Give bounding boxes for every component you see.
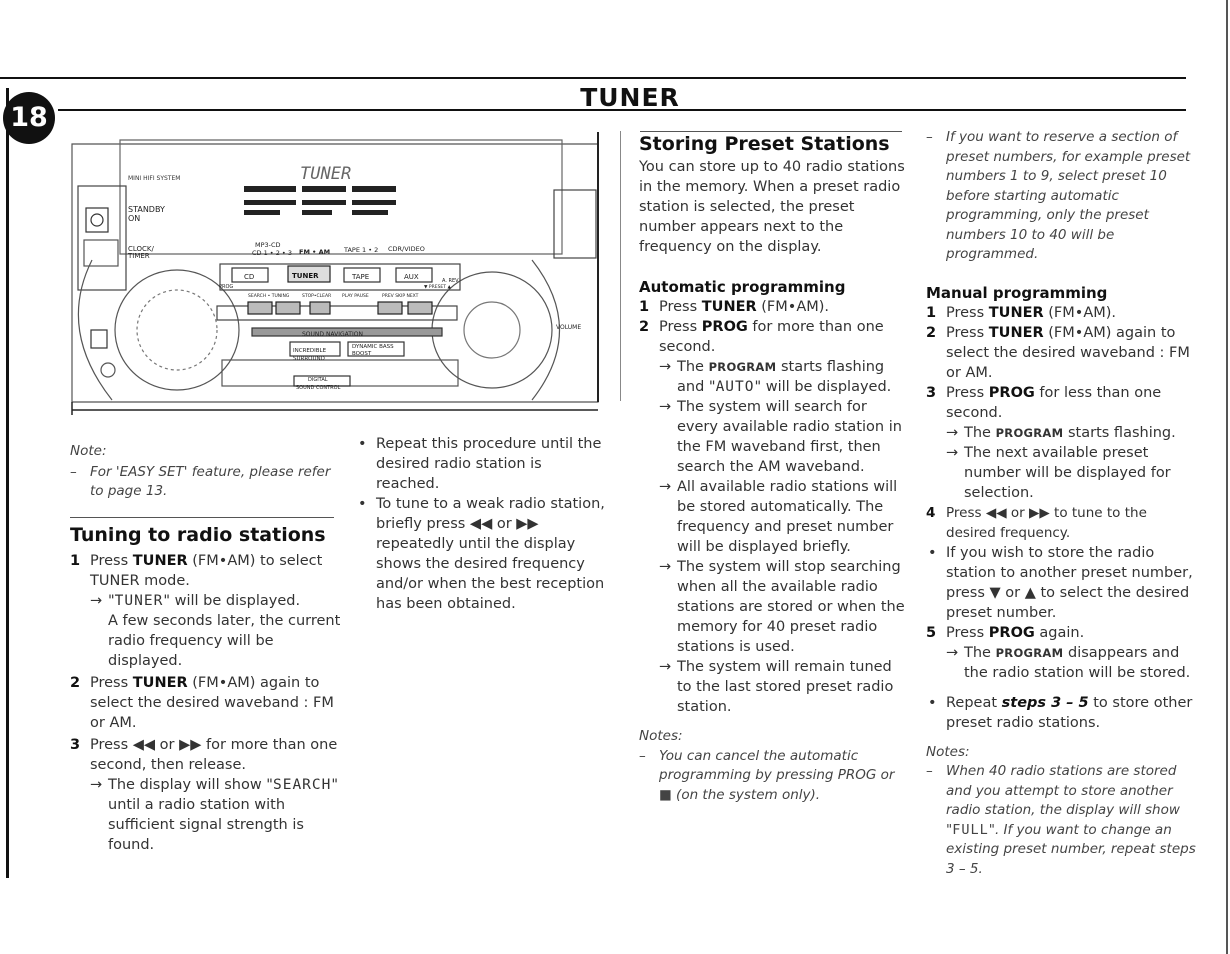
auto-step-2	[639, 317, 907, 357]
bullet-dot: •	[358, 436, 367, 452]
manual-step-5	[926, 623, 1196, 643]
auto-step-1	[639, 297, 907, 317]
bullet-text: To tune to a weak radio station, briefly press ◀◀ or ▶▶ repeatedly until the display shows the desired frequency and/or when the best reception has been obtained.	[376, 496, 605, 612]
dynamic-label: DYNAMIC BASS	[352, 344, 394, 350]
manual-bullet-preset	[926, 543, 1196, 623]
steps-reference: steps 3 – 5	[1001, 694, 1089, 711]
result-text: The system will remain tuned to the last stored preset radio station.	[677, 659, 894, 715]
step-text: Press	[90, 674, 133, 691]
program-indicator: PROGRAM	[708, 360, 777, 374]
manual-step-3-results	[926, 423, 1196, 503]
prog-key: PROG	[988, 624, 1035, 641]
auto-result-1	[659, 357, 907, 397]
step-text: (FM•AM) again to select the desired waveband : FM or AM.	[946, 324, 1190, 381]
auto-results	[639, 357, 907, 717]
arrow-icon: →	[90, 592, 103, 609]
mp3-label: MP3-CD	[255, 241, 281, 249]
result-text: disappears and the radio station will be stored.	[964, 644, 1191, 681]
auto-result-3	[659, 477, 907, 557]
bullet-dot: •	[928, 694, 937, 711]
step-number: 2	[926, 324, 937, 341]
step-text: Press ◀◀ or ▶▶ to tune to the desired frequency.	[946, 504, 1147, 541]
step-text: again.	[1034, 624, 1085, 641]
lcd-word: TUNER	[300, 164, 352, 184]
arrow-icon: →	[659, 659, 672, 675]
result-text: "	[108, 592, 115, 609]
arrow-icon: →	[659, 399, 672, 415]
prog-label: PROG	[219, 284, 234, 290]
bullet-text: to store other preset radio stations.	[946, 694, 1193, 731]
result-text: " until a radio station with sufficient signal strength is found.	[108, 776, 339, 853]
brand-label: MINI HIFI SYSTEM	[128, 175, 181, 182]
result-text: The	[964, 424, 996, 441]
step-text: Press	[946, 324, 989, 341]
manual-result-2	[946, 443, 1196, 503]
result-text: The	[964, 644, 996, 661]
lcd-text: AUTO	[715, 379, 755, 395]
tuning-heading: Tuning to radio stations	[70, 523, 326, 546]
page-title: TUNER	[580, 83, 680, 112]
step-text: Press	[90, 552, 133, 569]
sound-nav-label: SOUND NAVIGATION	[302, 331, 363, 338]
tuning-step-1-result	[70, 591, 342, 671]
column-1	[70, 442, 342, 855]
lcd-text: FULL	[952, 821, 989, 838]
step-text: Press	[946, 304, 989, 321]
notes-label: Notes:	[639, 728, 683, 744]
result-text: The	[677, 359, 709, 375]
btn-tuner-label: TUNER	[292, 272, 319, 280]
bullet-text: Repeat	[946, 694, 1002, 711]
manual-heading: Manual programming	[926, 283, 1108, 302]
step-number: 2	[639, 319, 650, 335]
step-number: 4	[926, 504, 936, 521]
step-text: (FM•AM).	[756, 299, 830, 315]
stop-label: STOP•CLEAR	[302, 294, 332, 299]
program-indicator: PROGRAM	[995, 645, 1064, 660]
easy-set-note-text: For 'EASY SET' feature, please refer to page 13.	[90, 463, 331, 499]
column-3	[639, 134, 907, 805]
bullet-text: If you wish to store the radio station to another preset number, press ▼ or ▲ to select the desired preset number.	[946, 544, 1193, 621]
lcd-text: SEARCH	[272, 776, 332, 793]
step-number: 1	[926, 304, 937, 321]
result-text: " will be displayed.	[163, 592, 301, 609]
step-text: for less than one second.	[946, 384, 1162, 421]
note-text: When 40 radio stations are stored and you attempt to store another radio station, the display will show "	[946, 763, 1180, 838]
step-text: Press	[946, 624, 989, 641]
right-edge-rule	[1226, 0, 1228, 954]
hifi-system-drawing	[62, 130, 608, 415]
col3-left-rule	[620, 131, 621, 401]
reserve-note	[926, 128, 1196, 265]
clock-label: CLOCK/	[128, 245, 154, 253]
step-text: Press	[946, 384, 989, 401]
manual-step-4	[926, 503, 1196, 543]
note-text: If you want to reserve a section of preset numbers, for example preset numbers 1 to 9, select preset 10 before starting automatic programming, only the preset numbers 10 to 40 will be programmed.	[946, 129, 1191, 262]
btn-tape-label: TAPE	[352, 273, 370, 281]
result-text: The system will stop searching when all the available radio stations are stored or when the memory for 40 preset radio stations is used.	[677, 559, 905, 655]
tuner-key: TUNER	[132, 674, 188, 691]
tuning-step-1	[70, 551, 342, 591]
bullet-repeat	[356, 434, 606, 494]
step-number: 5	[926, 624, 937, 641]
result-text: starts flashing.	[1063, 424, 1176, 441]
tuning-step-2	[70, 673, 342, 733]
prog-key: PROG	[701, 319, 748, 335]
volume-label: VOLUME	[556, 324, 582, 331]
step-text: (FM•AM) to select TUNER mode.	[90, 552, 323, 589]
tape-label: TAPE 1 • 2	[344, 246, 379, 254]
automatic-heading: Automatic programming	[639, 278, 846, 296]
step-text: Press ◀◀ or ▶▶ for more than one second, then release.	[90, 736, 338, 773]
arrow-icon: →	[946, 644, 959, 661]
manual-bullet-repeat	[926, 693, 1196, 733]
step-text: Press	[659, 299, 702, 315]
tuner-key: TUNER	[132, 552, 188, 569]
col3-heading-rule	[640, 131, 902, 132]
btn-aux-label: AUX	[404, 273, 419, 281]
manual-step-5-result	[926, 643, 1196, 683]
note-label: Note:	[70, 443, 107, 459]
arrow-icon: →	[659, 559, 672, 575]
top-rule	[0, 77, 1186, 79]
arrow-icon: →	[946, 444, 959, 461]
step-number: 3	[926, 384, 937, 401]
storing-heading: Storing Preset Stations	[639, 133, 890, 155]
timer-label: TIMER	[128, 252, 150, 260]
tuning-step-3	[70, 735, 342, 775]
arrow-icon: →	[659, 479, 672, 495]
play-label: PLAY PAUSE	[342, 294, 369, 299]
note-text: ". If you want to change an existing preset number, repeat steps 3 – 5.	[946, 821, 1196, 877]
page-number-badge: 18	[3, 92, 55, 144]
boost-label: BOOST	[352, 351, 372, 357]
arev-label: A. REV	[442, 278, 459, 284]
step-text: Press	[659, 319, 702, 335]
bullet-weak-station	[356, 494, 606, 614]
sound-control-label: SOUND CONTROL	[296, 385, 341, 391]
column-2	[356, 434, 606, 614]
arrow-icon: →	[90, 776, 103, 793]
result-text: starts flashing and "	[677, 359, 885, 395]
auto-result-4	[659, 557, 907, 657]
bullet-dot: •	[358, 496, 367, 512]
btn-cd-label: CD	[244, 273, 255, 281]
bullet-dot: •	[928, 544, 937, 561]
manual-step-1	[926, 303, 1196, 323]
auto-result-5	[659, 657, 907, 717]
tuning-steps	[70, 551, 342, 855]
manual-result-1	[946, 423, 1196, 443]
result-text: The system will search for every available radio station in the FM waveband first, then search the AM waveband.	[677, 399, 902, 475]
left-edge-rule	[6, 88, 9, 878]
lcd-text: TUNER	[114, 592, 164, 609]
tuner-key: TUNER	[988, 304, 1044, 321]
device-illustration	[62, 130, 608, 415]
incredible-label: INCREDIBLE	[293, 348, 327, 354]
standby-label: STANDBY	[128, 205, 165, 214]
arrow-icon: →	[659, 359, 672, 375]
dash-mark: –	[926, 129, 933, 145]
search-label: SEARCH • TUNING	[248, 294, 290, 299]
step-number: 2	[70, 674, 81, 691]
result-text: The display will show "	[108, 776, 273, 793]
full-note	[926, 762, 1196, 879]
program-indicator: PROGRAM	[995, 425, 1064, 440]
cdr-label: CDR/VIDEO	[388, 245, 425, 253]
easy-set-note	[70, 463, 342, 502]
manual-step-3	[926, 383, 1196, 423]
step-number: 3	[70, 736, 81, 753]
tuner-key: TUNER	[988, 324, 1044, 341]
auto-result-2	[659, 397, 907, 477]
fm-am-label: FM • AM	[299, 248, 331, 256]
dash-mark: –	[926, 763, 933, 779]
bullet-text: Repeat this procedure until the desired radio station is reached.	[376, 436, 602, 492]
step-text: for more than one second.	[659, 319, 884, 355]
dash-mark: –	[70, 463, 77, 480]
note-text: You can cancel the automatic programming by pressing PROG or ■ (on the system only).	[659, 747, 895, 803]
on-label: ON	[128, 214, 141, 223]
prev-label: PREV SKIP NEXT	[382, 294, 419, 299]
arrow-icon: →	[946, 424, 959, 441]
cancel-note	[639, 747, 907, 806]
step-number: 1	[70, 552, 81, 569]
dash-mark: –	[639, 747, 646, 764]
surround-label: SURROUND	[293, 356, 325, 362]
digital-label: DIGITAL	[308, 377, 328, 383]
result-text: All available radio stations will be stored automatically. The frequency and preset number will be displayed briefly.	[677, 479, 898, 555]
result-text: The next available preset number will be displayed for selection.	[964, 444, 1171, 501]
tuning-step-3-result	[70, 775, 342, 855]
step-text: (FM•AM) again to select the desired waveband : FM or AM.	[90, 674, 334, 731]
prog-key: PROG	[988, 384, 1035, 401]
notes-label: Notes:	[926, 743, 970, 760]
column-4	[926, 128, 1196, 879]
tuner-key: TUNER	[701, 299, 757, 315]
cd-label: CD 1 • 2 • 3	[252, 249, 292, 257]
preset-label: ▼ PRESET ▲	[424, 285, 451, 290]
result-text: " will be displayed.	[754, 379, 892, 395]
result-text: A few seconds later, the current radio frequency will be displayed.	[108, 612, 341, 669]
step-number: 1	[639, 299, 650, 315]
manual-step-2	[926, 323, 1196, 383]
step-text: (FM•AM).	[1043, 304, 1117, 321]
storing-intro: You can store up to 40 radio stations in the memory. When a preset radio station is selected, the preset number appears next to the frequency on the display.	[639, 159, 905, 255]
